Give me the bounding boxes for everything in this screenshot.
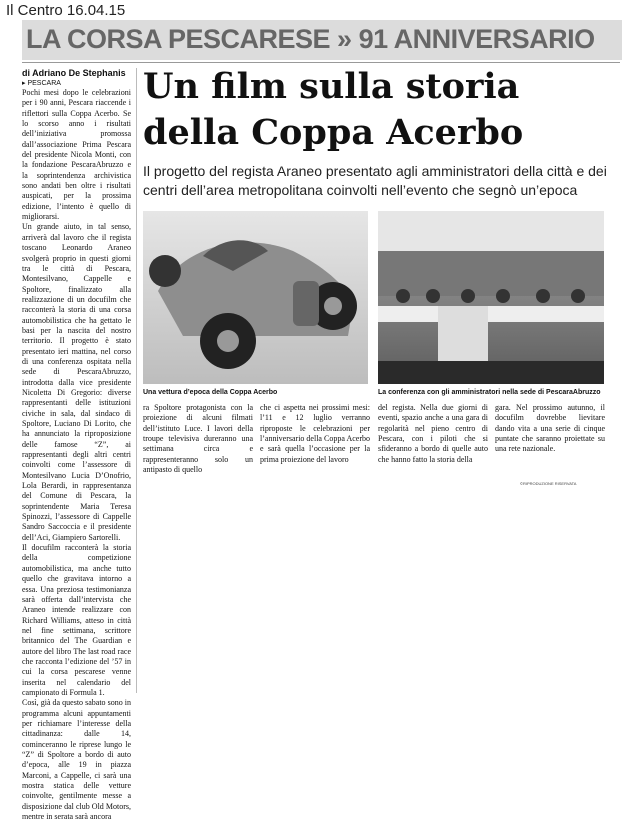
article-title: Un film sulla storia della Coppa Acerbo bbox=[143, 66, 524, 153]
article-subtitle: Il progetto del regista Araneo presentato agli amministratori della città e dei centri dell’area metropolitana coinvolti nell’evento che segnò un’epoca bbox=[143, 163, 607, 198]
photo-caption-1: Una vettura d’epoca della Coppa Acerbo bbox=[143, 389, 278, 396]
conference-illustration bbox=[378, 211, 604, 384]
article-column-4: del regista. Nella due giorni di eventi, spazio anche a una gara di regolarità nel pieno centro di Pescara, con i piloti che si sfideranno a bordo di quelle auto che hanno fatto la storia della bbox=[378, 403, 488, 464]
photo-conference bbox=[378, 211, 604, 384]
vintage-car-illustration bbox=[143, 211, 368, 384]
publication-date: Il Centro 16.04.15 bbox=[6, 2, 126, 19]
byline-author: di Adriano De Stephanis bbox=[22, 68, 126, 78]
section-title: LA CORSA PESCARESE » 91 ANNIVERSARIO bbox=[26, 24, 595, 54]
article-column-3: che ci aspetta nei prossimi mesi: l’11 e 12 luglio verranno riproposte le celebrazioni per l’anniversario della Coppa Acerbo e sarà quella l’occasione per la prima proiezione del lavoro bbox=[260, 403, 370, 464]
article-column-2: ra Spoltore protagonista con la proiezione di alcuni filmati dell’istituto Luce. I lavori della troupe televisiva dureranno una settimana circa e rappresenteranno solo un antipasto di quello bbox=[143, 403, 253, 475]
photo-vintage-car bbox=[143, 211, 368, 384]
photo-caption-2: La conferenza con gli amministratori nella sede di PescaraAbruzzo bbox=[378, 389, 601, 396]
copyright-credit: ©RIPRODUZIONE RISERVATA bbox=[520, 481, 577, 486]
article-column-1: Pochi mesi dopo le celebrazioni per i 90 anni, Pescara riaccende i riflettori sulla Coppa Acerbo. Se lo scorso anno i risultati dell’iniziativa promossa dall’associazione Prima Pescara del presidente Nicola Monti, con la fondazione PescaraAbruzzo e la soprintendenza archivistica sono andati ben oltre i risultati auspicati, per la prossima edizione, l’intento è quello di migliorarsi. Un grande aiuto, in tal senso, arriverà dal lavoro che il regista toscano Leonardo Araneo svolgerà proprio in questi giorni tra le città di Pescara, Montesilvano, Cappelle e Spoltore, finalizzato alla realizzazione di un docufilm che racconterà la storia di una corsa automobilistica che ha gettato le basi per la nascita del nostro territorio. Il progetto è stato presentato ieri mattina, nel corso di una conferenza ospitata nella sede di PescaraAbruzzo, introdotta dalla vice presidente Nicoletta Di Gregorio: diverse rappresentanti delle istituzioni civiche in sala, dal sindaco di Spoltore, Luciano Di Lorito, che ha annunciato la riproposizione delle famose “Z”, ai rappresentanti degli altri centri coinvolti come l’assessore di Montesilvano Lucia D’Onofrio, Lola Berardi, in rappresentanza del Comune di Pescara, la soprintendente Maria Teresa Spinozzi, l’assessore di Cappelle Sandro Saccoccia e il presidente dell’Aci, Giampiero Sartorelli. Il docufilm racconterà la storia della competizione automobilistica, ma anche tutto quello che gravitava intorno a essa. Una preziosa testimonianza sarà offerta dall’intervista che Araneo intende realizzare con Richard Williams, atteso in città nel fine settimana, scrittore britannico del The Guardian e autore del libro The last road race che racconta l’edizione del ’57 in cui la corsa pescarese venne inserita nel calendario del campionato di Formula 1. Così, già da questo sabato sono in programma alcuni appuntamenti per richiamare l’interesse della cittadinanza: dalle 14, cominceranno le riprese lungo le “Z” di Spoltore a bordo di auto d’epoca, alle 19 in piazza Marconi, a Cappelle, ci sarà una mostra statica delle vetture coinvolte, gentilmente messe a disposizione dal club Old Motors, mentre in serata sarà ancora bbox=[22, 88, 131, 822]
column-divider bbox=[136, 68, 137, 693]
article-column-5: gara. Nel prossimo autunno, il docufilm dovrebbe lievitare dando vita a una serie di cinque puntate che saranno proiettate su una rete nazionale. bbox=[495, 403, 605, 454]
divider bbox=[22, 62, 620, 63]
section-banner bbox=[22, 20, 622, 60]
byline-place: ▸ PESCARA bbox=[22, 80, 61, 87]
